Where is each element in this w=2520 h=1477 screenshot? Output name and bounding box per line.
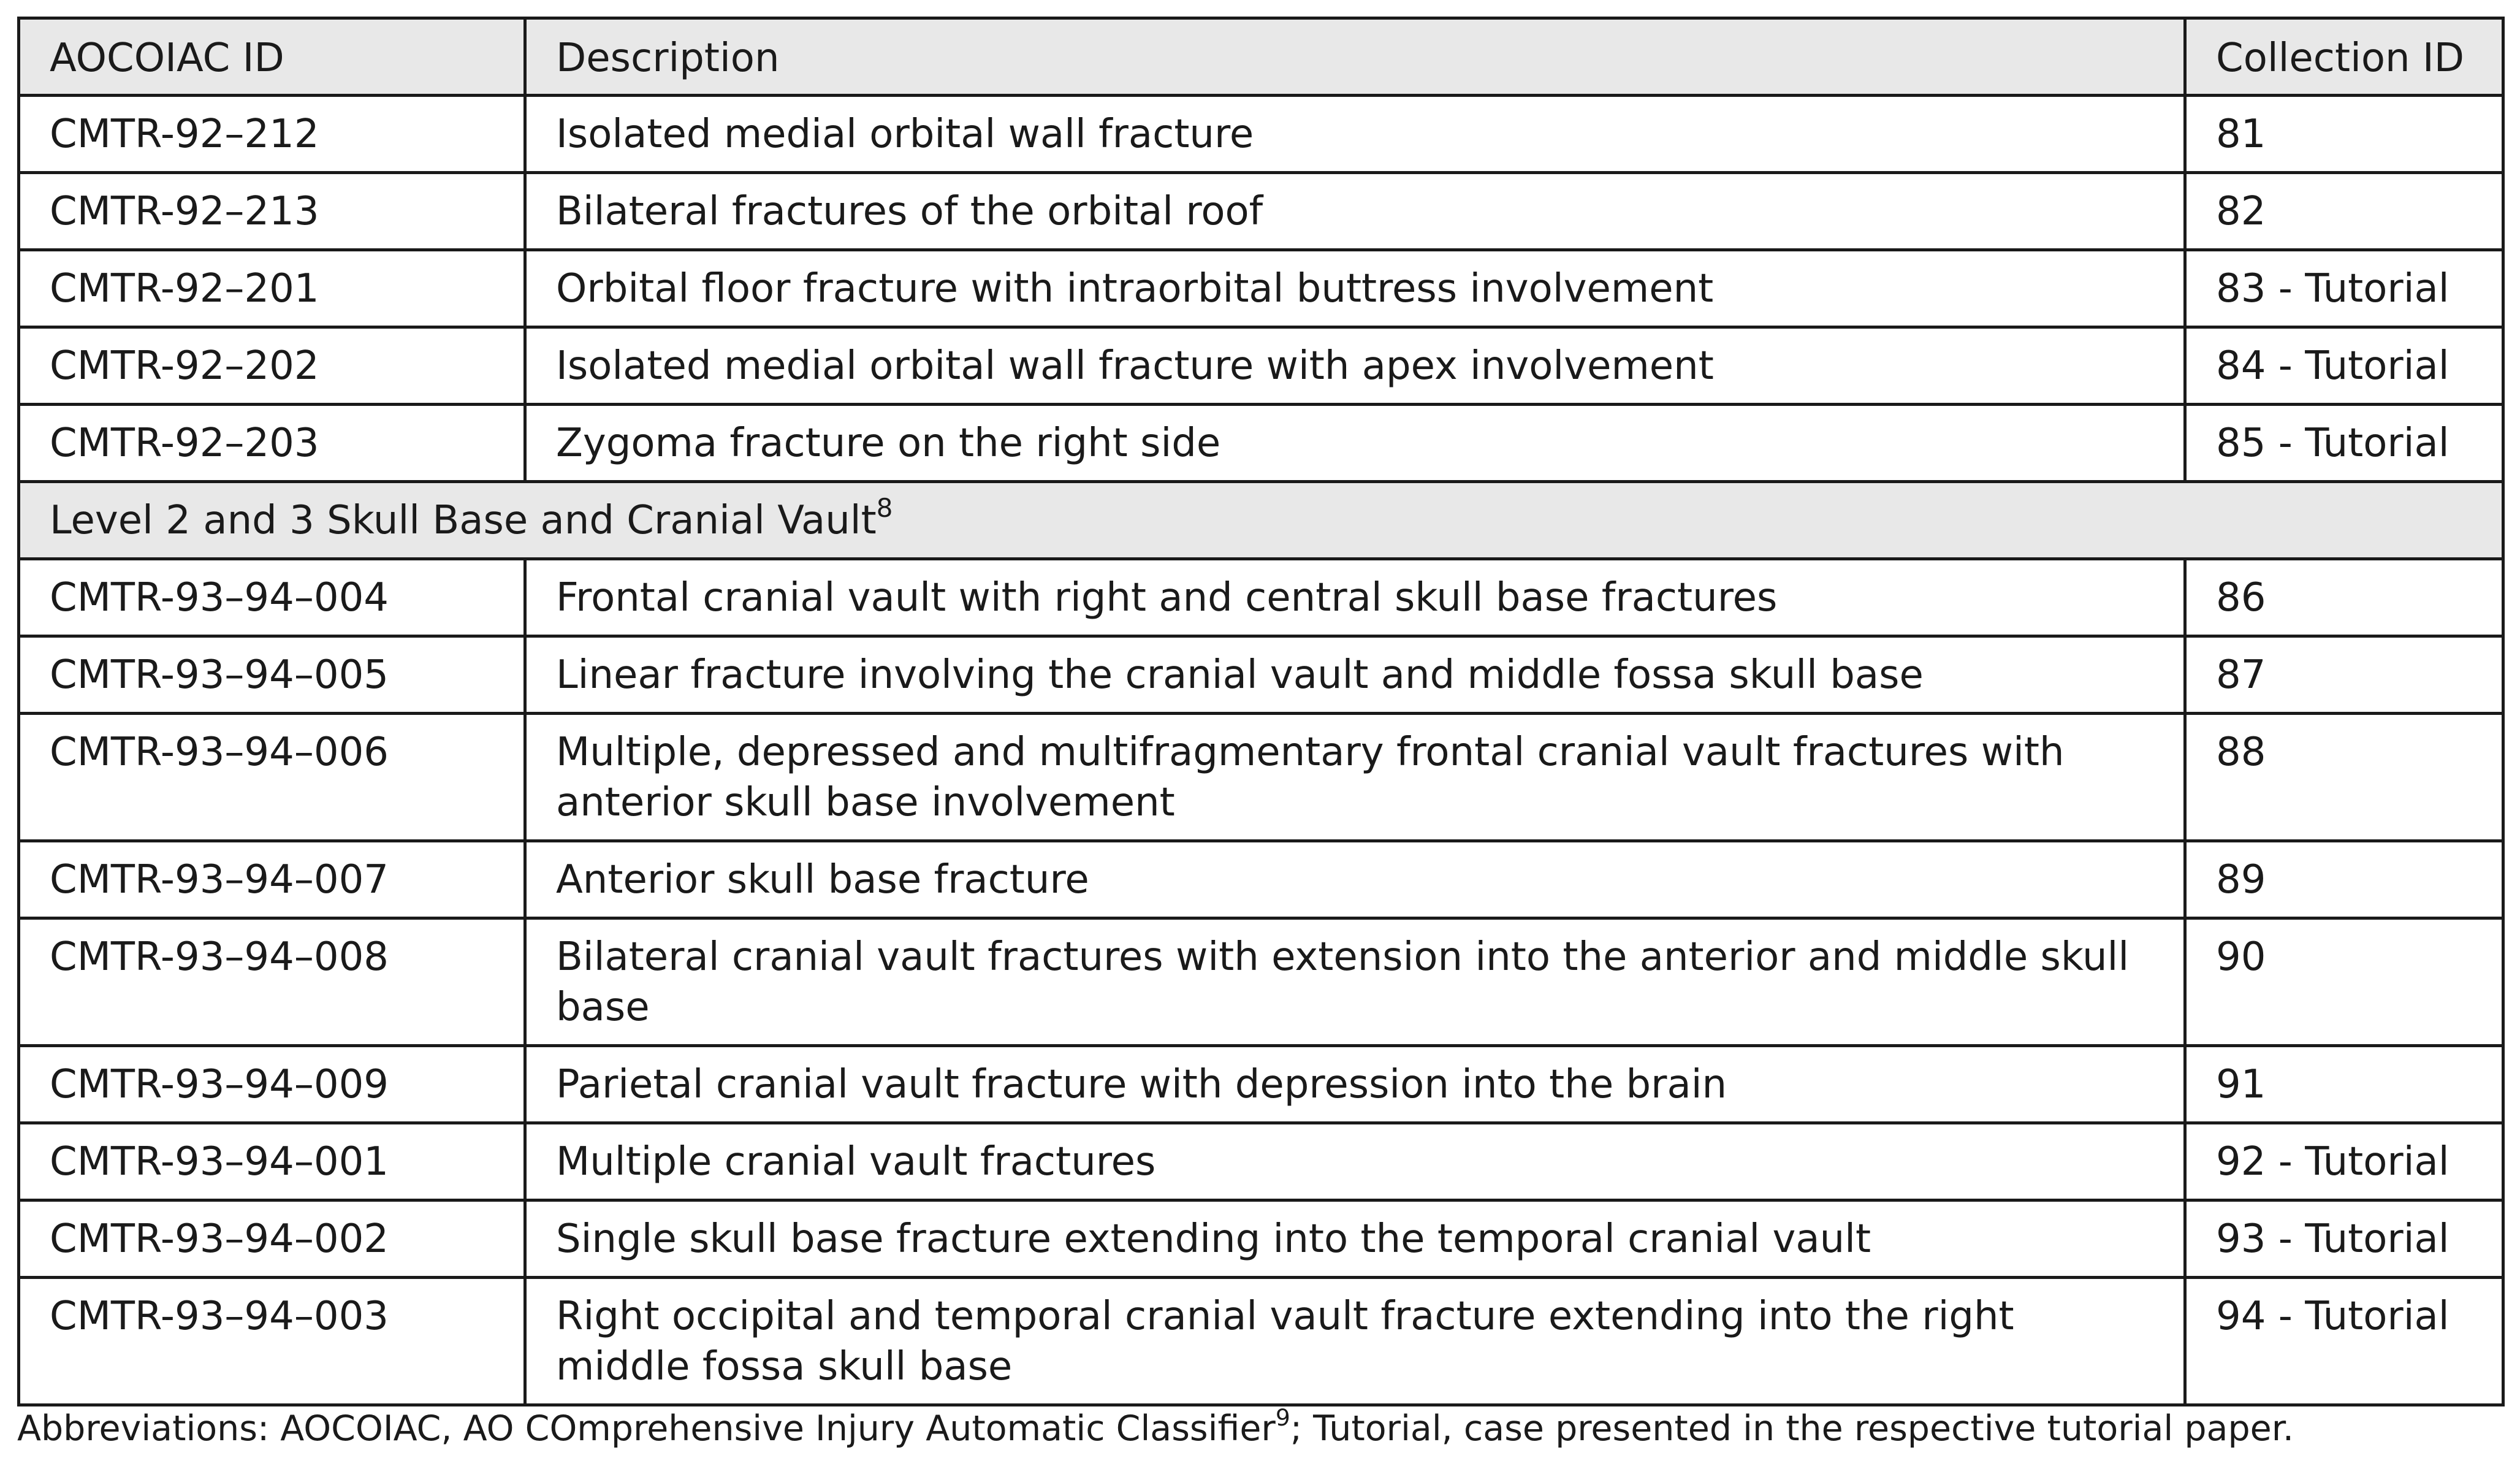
header-collection-id: Collection ID — [2185, 18, 2503, 96]
cell-collection-id: 88 — [2185, 714, 2503, 841]
cell-aocoiac-id: CMTR-92–213 — [19, 173, 525, 250]
cell-aocoiac-id: CMTR-93–94–001 — [19, 1123, 525, 1200]
cell-description: Single skull base fracture extending into the temporal cranial vault — [525, 1200, 2185, 1278]
cell-description: Bilateral fractures of the orbital roof — [525, 173, 2185, 250]
cell-collection-id: 93 - Tutorial — [2185, 1200, 2503, 1278]
table-row — [19, 559, 2503, 636]
cell-collection-id: 83 - Tutorial — [2185, 250, 2503, 327]
cell-description: Multiple cranial vault fractures — [525, 1123, 2185, 1200]
header-aocoiac-id: AOCOIAC ID — [19, 18, 525, 96]
table-row — [19, 327, 2503, 405]
cell-description: Anterior skull base fracture — [525, 841, 2185, 918]
fracture-cases-table — [17, 17, 2505, 1406]
cell-aocoiac-id: CMTR-93–94–003 — [19, 1278, 525, 1405]
cell-description: Zygoma fracture on the right side — [525, 405, 2185, 482]
footnote-reference: 9 — [1275, 1403, 1290, 1431]
section-title: Level 2 and 3 Skull Base and Cranial Vault — [50, 498, 877, 543]
table-row — [19, 636, 2503, 714]
cell-description: Isolated medial orbital wall fracture — [525, 96, 2185, 173]
footnote-text-start: Abbreviations: AOCOIAC, AO COmprehensive Injury Automatic Classifier — [17, 1408, 1276, 1449]
cell-aocoiac-id: CMTR-93–94–005 — [19, 636, 525, 714]
cell-collection-id: 92 - Tutorial — [2185, 1123, 2503, 1200]
cell-aocoiac-id: CMTR-92–201 — [19, 250, 525, 327]
cell-description: Parietal cranial vault fracture with depression into the brain — [525, 1046, 2185, 1123]
table-row — [19, 1278, 2503, 1405]
cell-collection-id: 81 — [2185, 96, 2503, 173]
table-row — [19, 96, 2503, 173]
table-row — [19, 841, 2503, 918]
cell-collection-id: 91 — [2185, 1046, 2503, 1123]
section-reference: 8 — [876, 492, 893, 523]
cell-aocoiac-id: CMTR-92–202 — [19, 327, 525, 405]
table-footnote — [17, 1403, 2294, 1451]
cell-collection-id: 87 — [2185, 636, 2503, 714]
table-row — [19, 405, 2503, 482]
cell-collection-id: 84 - Tutorial — [2185, 327, 2503, 405]
cell-description: Right occipital and temporal cranial vault fracture extending into the right middle fossa skull base — [525, 1278, 2185, 1405]
cell-description: Isolated medial orbital wall fracture with apex involvement — [525, 327, 2185, 405]
cell-aocoiac-id: CMTR-93–94–007 — [19, 841, 525, 918]
cell-collection-id: 89 — [2185, 841, 2503, 918]
cell-description: Bilateral cranial vault fractures with extension into the anterior and middle skull base — [525, 918, 2185, 1046]
table-row — [19, 1123, 2503, 1200]
table-row — [19, 173, 2503, 250]
cell-description: Orbital floor fracture with intraorbital buttress involvement — [525, 250, 2185, 327]
cell-aocoiac-id: CMTR-93–94–008 — [19, 918, 525, 1046]
table-row — [19, 1200, 2503, 1278]
cell-aocoiac-id: CMTR-93–94–009 — [19, 1046, 525, 1123]
section-header-cell — [19, 482, 2503, 559]
section-header-row — [19, 482, 2503, 559]
cell-collection-id: 90 — [2185, 918, 2503, 1046]
table-row — [19, 918, 2503, 1046]
cell-aocoiac-id: CMTR-92–203 — [19, 405, 525, 482]
cell-description: Multiple, depressed and multifragmentary frontal cranial vault fractures with anterior skull base involvement — [525, 714, 2185, 841]
footnote-text-end: ; Tutorial, case presented in the respective tutorial paper. — [1290, 1408, 2294, 1449]
cell-description: Linear fracture involving the cranial vault and middle fossa skull base — [525, 636, 2185, 714]
cell-collection-id: 82 — [2185, 173, 2503, 250]
cell-collection-id: 85 - Tutorial — [2185, 405, 2503, 482]
table-row — [19, 250, 2503, 327]
cell-aocoiac-id: CMTR-93–94–002 — [19, 1200, 525, 1278]
table-row — [19, 714, 2503, 841]
cell-aocoiac-id: CMTR-93–94–006 — [19, 714, 525, 841]
cell-aocoiac-id: CMTR-92–212 — [19, 96, 525, 173]
cell-aocoiac-id: CMTR-93–94–004 — [19, 559, 525, 636]
cell-collection-id: 86 — [2185, 559, 2503, 636]
table-header-row — [19, 18, 2503, 96]
cell-collection-id: 94 - Tutorial — [2185, 1278, 2503, 1405]
header-description: Description — [525, 18, 2185, 96]
cell-description: Frontal cranial vault with right and central skull base fractures — [525, 559, 2185, 636]
table-row — [19, 1046, 2503, 1123]
